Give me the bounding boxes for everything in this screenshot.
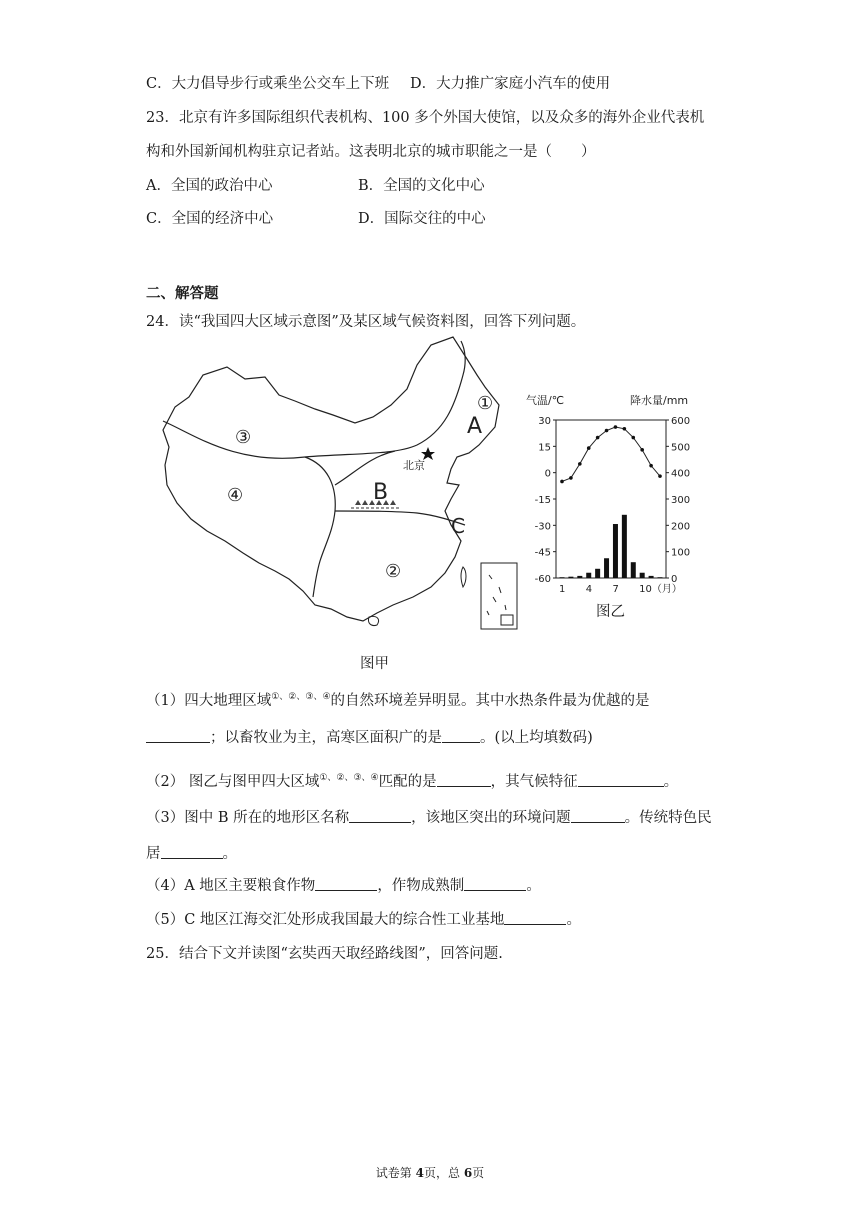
answer-blank[interactable] — [571, 810, 625, 823]
q24-sub1-text-a: （1）四大地理区域 — [146, 693, 272, 709]
temp-tick-label: 30 — [538, 416, 551, 427]
q24-sub3-line1 — [146, 806, 712, 827]
q24-sub1-text-b: 的自然环境差异明显。其中水热条件最为优越的是 — [330, 693, 650, 709]
month-tick-label: 10（月） — [639, 584, 682, 595]
q23-stem-line2: 构和外国新闻机构驻京记者站。这表明北京的城市职能之一是（ ） — [146, 144, 596, 160]
q24-sub3-text-d: 居 — [146, 846, 161, 862]
q24-sub1-line2 — [146, 726, 593, 747]
label-a: A — [467, 414, 483, 439]
temperature-point — [587, 446, 591, 450]
label-c: C — [451, 514, 465, 538]
q24-sub3-line2 — [146, 842, 237, 863]
answer-blank[interactable] — [315, 878, 377, 891]
q24-sub4-text-a: （4）A 地区主要粮食作物 — [146, 878, 316, 894]
page-footer: 试卷第 4页，总 6页 — [375, 1166, 485, 1180]
q24-sub2-text-a: （2） 图乙与图甲四大区域 — [146, 774, 320, 790]
precip-tick-label: 600 — [671, 416, 691, 427]
precipitation-bar — [568, 577, 573, 578]
q24-sub4-text-b: ，作物成熟制 — [377, 878, 465, 894]
answer-blank[interactable] — [437, 774, 491, 787]
temp-tick-label: -45 — [534, 547, 551, 559]
q24-sub5-text-b: 。 — [566, 912, 581, 928]
precipitation-bar — [649, 576, 654, 578]
china-outline — [163, 337, 499, 621]
q22-option-c: C．大力倡导步行或乘坐公交车上下班 — [146, 76, 390, 92]
temperature-point — [640, 448, 644, 452]
temperature-point — [605, 429, 609, 433]
region-4-label: ④ — [227, 485, 244, 506]
china-regions-map — [155, 335, 520, 635]
precip-tick-label: 400 — [671, 468, 691, 480]
hainan-shape — [368, 616, 378, 625]
map-caption: 图甲 — [360, 656, 389, 672]
q22-option-d: D．大力推广家庭小汽车的使用 — [410, 76, 611, 92]
month-tick-label: 4 — [585, 584, 593, 595]
q24-sub3-text-a: （3）图中 B 所在的地形区名称 — [146, 810, 350, 826]
precipitation-bar — [604, 558, 609, 578]
precip-tick-label: 100 — [671, 547, 691, 559]
temp-tick-label: 15 — [538, 442, 551, 454]
temperature-point — [631, 436, 635, 440]
month-tick-label: 1 — [559, 584, 566, 595]
q23-option-c: C．全国的经济中心 — [146, 211, 274, 227]
q23-option-b: B．全国的文化中心 — [358, 178, 485, 194]
plot-frame — [556, 420, 666, 578]
precipitation-bar — [640, 573, 645, 578]
precip-tick-label: 200 — [671, 521, 691, 533]
q24-sub3-text-c: 。传统特色民 — [624, 810, 712, 826]
precipitation-bar — [560, 577, 565, 578]
q24-sub3-text-e: 。 — [222, 846, 237, 862]
q24-sub1-text-d: 。(以上均填数码) — [480, 730, 593, 746]
temperature-line — [562, 427, 660, 481]
answer-blank[interactable] — [464, 878, 526, 891]
precipitation-bar — [658, 577, 663, 578]
q24-sub2-marks: ①、②、③、④ — [319, 773, 379, 784]
beijing-label: 北京 — [403, 459, 425, 472]
south-china-sea-inset — [481, 563, 517, 629]
temperature-point — [649, 464, 653, 468]
chart-caption: 图乙 — [596, 604, 625, 620]
q23-option-d: D．国际交往的中心 — [358, 211, 486, 227]
answer-blank[interactable] — [578, 774, 664, 787]
q24-sub5-text-a: （5）C 地区江海交汇处形成我国最大的综合性工业基地 — [146, 912, 505, 928]
temperature-point — [560, 480, 564, 484]
temp-axis-title: 气温/℃ — [526, 394, 565, 407]
answer-blank[interactable] — [146, 730, 210, 743]
temp-tick-label: -15 — [534, 495, 551, 506]
label-b: B — [373, 480, 389, 505]
precip-axis-title: 降水量/mm — [630, 394, 689, 407]
q24-sub2-text-c: ，其气候特征 — [490, 774, 578, 790]
answer-blank[interactable] — [504, 912, 566, 925]
precip-tick-label: 0 — [671, 574, 678, 585]
q24-sub3-text-b: ，该地区突出的环境问题 — [411, 810, 571, 826]
q24-intro: 24．读“我国四大区域示意图”及某区域气候资料图，回答下列问题。 — [146, 314, 586, 330]
precip-tick-label: 300 — [671, 495, 691, 506]
temperature-point — [569, 476, 573, 480]
q24-sub5-line — [146, 908, 581, 929]
q24-sub2-text-b: 匹配的是 — [378, 774, 437, 790]
q24-sub2-text-d: 。 — [663, 774, 679, 790]
answer-blank[interactable] — [349, 810, 411, 823]
q25-stem: 25．结合下文并读图“玄奘西天取经路线图”，回答问题. — [146, 946, 503, 962]
temperature-point — [658, 474, 662, 478]
precipitation-bar — [595, 569, 600, 578]
precipitation-bar — [631, 562, 636, 578]
q24-sub1-text-c: ；以畜牧业为主，高寒区面积广的是 — [210, 730, 442, 746]
taiwan-shape — [461, 567, 466, 587]
temp-tick-label: -30 — [534, 521, 551, 533]
q23-stem-line1: 23．北京有许多国际组织代表机构、100 多个外国大使馆，以及众多的海外企业代表机 — [146, 110, 705, 126]
q24-sub4-line — [146, 874, 541, 895]
precipitation-bar — [613, 524, 618, 578]
precipitation-bar — [577, 576, 582, 578]
answer-blank[interactable] — [161, 846, 223, 859]
region-divider-qinghai — [305, 457, 335, 597]
precipitation-bar — [622, 515, 627, 578]
temp-tick-label: 0 — [544, 468, 551, 480]
region-1-label: ① — [477, 393, 494, 414]
climate-chart — [522, 392, 708, 614]
month-tick-label: 7 — [612, 584, 619, 595]
region-3-label: ③ — [235, 427, 252, 448]
temperature-point — [623, 427, 627, 431]
temperature-point — [614, 425, 618, 429]
section-heading: 二、解答题 — [146, 285, 219, 302]
temperature-point — [578, 462, 582, 466]
answer-blank[interactable] — [442, 730, 480, 743]
region-divider-north — [163, 341, 465, 458]
temperature-point — [596, 436, 600, 440]
q24-sub4-text-c: 。 — [526, 878, 541, 894]
q24-sub2-line — [146, 770, 678, 791]
precip-tick-label: 500 — [671, 442, 691, 454]
precipitation-bar — [586, 573, 591, 578]
q24-sub1-marks: ①、②、③、④ — [271, 692, 331, 703]
q24-sub1-line1 — [146, 689, 650, 710]
region-2-label: ② — [385, 561, 402, 582]
q23-option-a: A．全国的政治中心 — [146, 178, 273, 194]
temp-tick-label: -60 — [534, 574, 551, 585]
